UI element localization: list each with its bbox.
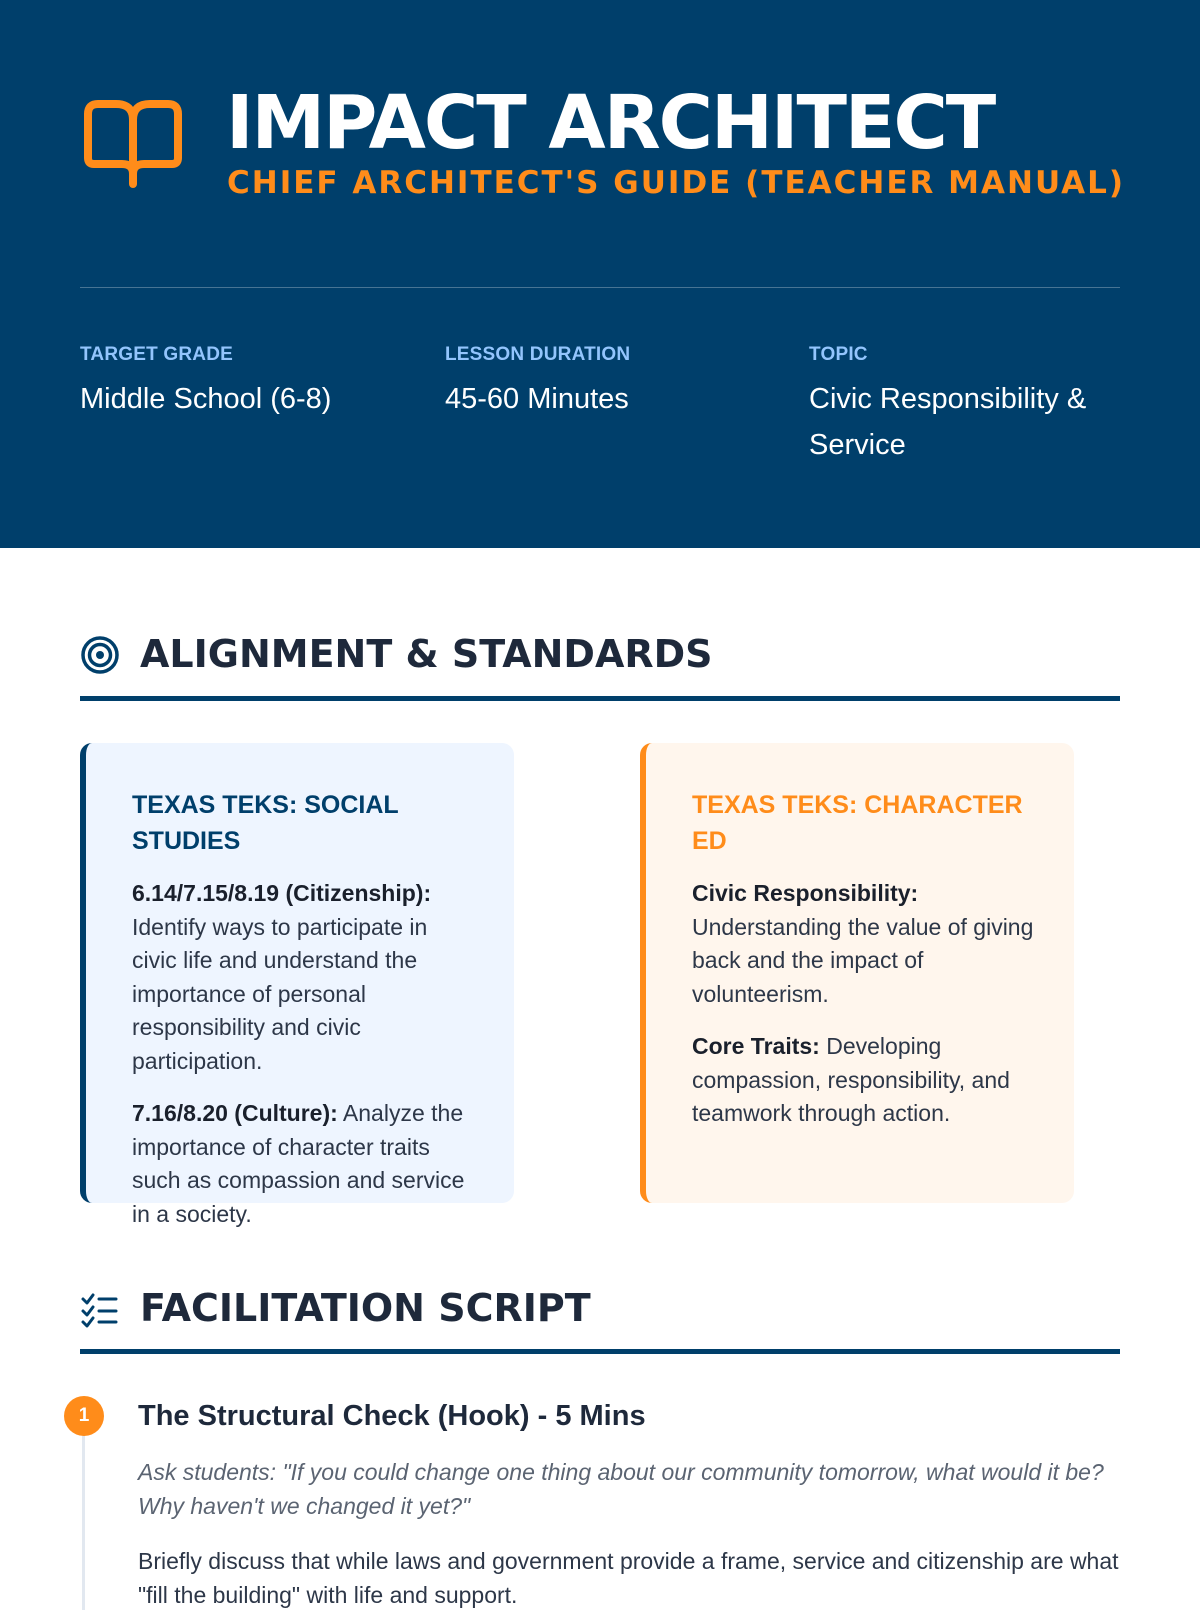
section-rule <box>80 1349 1120 1354</box>
step-title: The Structural Check (Hook) - 5 Mins <box>138 1400 646 1432</box>
standard-item <box>132 877 474 1078</box>
section-title-facilitation: FACILITATION SCRIPT <box>140 1286 591 1330</box>
card-title: TEXAS TEKS: SOCIAL STUDIES <box>132 791 399 855</box>
step-number-badge: 1 <box>64 1396 104 1436</box>
meta-topic <box>809 342 1129 468</box>
meta-lesson-duration <box>445 342 775 422</box>
meta-label: TOPIC <box>809 344 868 365</box>
standard-text: Developing compassion, responsibility, and teamwork through action. <box>692 1033 1010 1126</box>
card-title: TEXAS TEKS: CHARACTER ED <box>692 791 1023 855</box>
timeline-line <box>82 1430 85 1610</box>
app-title: IMPACT ARCHITECT <box>226 80 995 166</box>
section-rule <box>80 696 1120 701</box>
standard-item <box>692 1030 1034 1131</box>
step-body: Briefly discuss that while laws and government provide a frame, service and citizenship are what "fill the building" with life and support. <box>138 1548 1119 1608</box>
target-icon <box>80 635 120 675</box>
meta-value: 45-60 Minutes <box>445 383 629 415</box>
meta-value: Middle School (6-8) <box>80 383 332 415</box>
section-title-alignment: ALIGNMENT & STANDARDS <box>140 632 713 676</box>
meta-value: Civic Responsibility & Service <box>809 383 1087 461</box>
meta-label: LESSON DURATION <box>445 344 631 365</box>
standard-text: Analyze the importance of character traits such as compassion and service in a society. <box>132 1100 465 1227</box>
app-subtitle: CHIEF ARCHITECT'S GUIDE (TEACHER MANUAL) <box>227 165 1126 201</box>
header-divider <box>80 287 1120 288</box>
standard-code: Core Traits: <box>692 1033 820 1059</box>
standard-text: Understanding the value of giving back and the impact of volunteerism. <box>692 913 1034 1007</box>
standard-code: Civic Responsibility: <box>692 880 919 906</box>
meta-label: TARGET GRADE <box>80 344 233 365</box>
checklist-icon <box>80 1290 120 1330</box>
open-book-icon <box>82 96 184 188</box>
standards-card-social-studies <box>80 743 514 1227</box>
standard-text: Identify ways to participate in civic life and understand the importance of personal responsibility and civic participation. <box>132 913 428 1074</box>
meta-target-grade <box>80 342 410 422</box>
standard-code: 6.14/7.15/8.19 (Citizenship): <box>132 880 432 906</box>
standards-card-character-ed <box>640 743 1074 1203</box>
hero-header <box>0 0 1200 548</box>
step-quote: Ask students: "If you could change one thing about our community tomorrow, what would it be? Why haven't we changed it yet?" <box>138 1459 1104 1519</box>
standard-item <box>132 1097 474 1231</box>
standard-code: 7.16/8.20 (Culture): <box>132 1100 338 1126</box>
standard-item <box>692 877 1034 1011</box>
